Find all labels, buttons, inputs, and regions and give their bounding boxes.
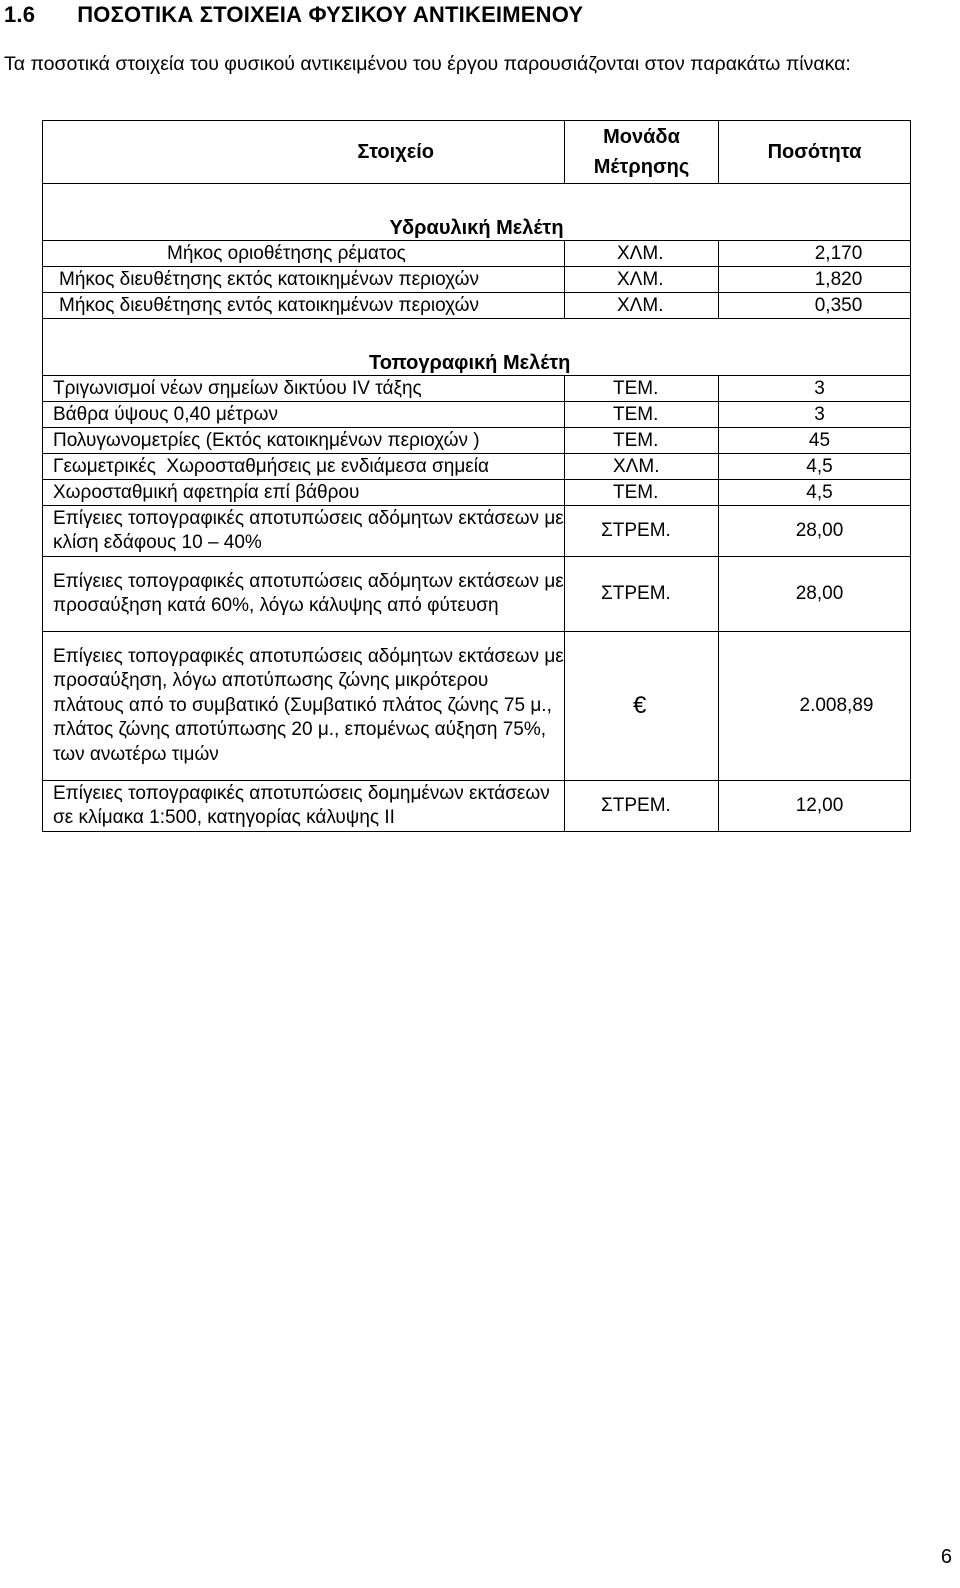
row-description: Τριγωνισμοί νέων σημείων δικτύου IV τάξης: [43, 376, 565, 402]
table-row: [43, 506, 911, 557]
row-unit: ΣΤΡΕΜ.: [565, 781, 719, 832]
row-unit: ΤΕΜ.: [565, 428, 719, 454]
row-quantity: 12,00: [719, 781, 911, 832]
header-unit: [565, 121, 719, 184]
row-description: Χωροσταθμική αφετηρία επί βάθρου: [43, 480, 565, 506]
table-row: [43, 267, 911, 293]
row-quantity: 4,5: [719, 480, 911, 506]
table-header-row: [43, 121, 911, 184]
table-row: [43, 480, 911, 506]
table-row: [43, 428, 911, 454]
row-unit: ΧΛΜ.: [565, 454, 719, 480]
row-description: Επίγειες τοπογραφικές αποτυπώσεις αδόμητων εκτάσεων με κλίση εδάφους 10 – 40%: [43, 506, 565, 557]
table-row: [43, 557, 911, 632]
page-number: 6: [940, 1546, 952, 1568]
table-row: [43, 781, 911, 832]
row-unit: ΧΛΜ.: [565, 293, 719, 319]
row-description: Επίγειες τοπογραφικές αποτυπώσεις αδόμητων εκτάσεων με προσαύξηση, λόγω αποτύπωσης ζώνης μικρότερου πλάτους από το συμβατικό (Συμβατικό πλάτος ζώνης 75 μ., πλάτος ζώνης αποτύπωσης 20 μ., επομένως αύξηση 75%, των ανωτέρω τιμών: [43, 632, 565, 781]
table-row: [43, 454, 911, 480]
section-number: 1.6: [4, 2, 36, 27]
section-title: ΠΟΣΟΤΙΚΑ ΣΤΟΙΧΕΙΑ ΦΥΣΙΚΟΥ ΑΝΤΙΚΕΙΜΕΝΟΥ: [77, 2, 584, 27]
row-description: Πολυγωνομετρίες (Εκτός κατοικημένων περιοχών ): [43, 428, 565, 454]
section-heading: [4, 2, 583, 28]
header-unit-line1: Μονάδα: [603, 126, 680, 148]
intro-paragraph: [4, 50, 952, 79]
table-row: [43, 376, 911, 402]
table-row: [43, 402, 911, 428]
header-quantity: Ποσότητα: [719, 121, 911, 184]
row-quantity: 4,5: [719, 454, 911, 480]
row-quantity: 3: [719, 402, 911, 428]
row-description: Επίγειες τοπογραφικές αποτυπώσεις δομημένων εκτάσεων σε κλίμακα 1:500, κατηγορίας κάλυψης ΙΙ: [43, 781, 565, 832]
section-row-hydraulic: [43, 184, 911, 241]
row-description: Μήκος διευθέτησης εκτός κατοικημένων περιοχών: [43, 267, 565, 293]
quantities-table: [42, 120, 911, 832]
table-row: [43, 632, 911, 781]
row-unit: ΤΕΜ.: [565, 376, 719, 402]
header-unit-line2: Μέτρησης: [593, 156, 690, 178]
header-item: Στοιχείο: [43, 121, 565, 184]
section-row-topographic: [43, 319, 911, 376]
row-unit: €: [565, 632, 719, 781]
row-quantity: 0,350: [719, 293, 911, 319]
row-description: Βάθρα ύψους 0,40 μέτρων: [43, 402, 565, 428]
row-description: Επίγειες τοπογραφικές αποτυπώσεις αδόμητων εκτάσεων με προσαύξηση κατά 60%, λόγω κάλυψης από φύτευση: [43, 557, 565, 632]
table-row: [43, 293, 911, 319]
row-quantity: 1,820: [719, 267, 911, 293]
row-unit: ΣΤΡΕΜ.: [565, 506, 719, 557]
table-row: [43, 241, 911, 267]
row-quantity: 3: [719, 376, 911, 402]
section-title-topographic: Τοπογραφική Μελέτη: [43, 319, 911, 376]
row-quantity: 28,00: [719, 506, 911, 557]
row-unit: ΤΕΜ.: [565, 480, 719, 506]
row-quantity: 2,170: [719, 241, 911, 267]
intro-text: Τα ποσοτικά στοιχεία του φυσικού αντικειμένου του έργου παρουσιάζονται στον παρακάτω πίνακα:: [4, 53, 851, 75]
row-unit: ΧΛΜ.: [565, 267, 719, 293]
row-description: Μήκος οριοθέτησης ρέματος: [43, 241, 565, 267]
row-quantity: 2.008,89: [719, 632, 911, 781]
row-quantity: 45: [719, 428, 911, 454]
row-unit: ΤΕΜ.: [565, 402, 719, 428]
row-description: Μήκος διευθέτησης εντός κατοικημένων περιοχών: [43, 293, 565, 319]
row-description: Γεωμετρικές Χωροσταθμήσεις με ενδιάμεσα σημεία: [43, 454, 565, 480]
row-unit: ΧΛΜ.: [565, 241, 719, 267]
row-quantity: 28,00: [719, 557, 911, 632]
row-unit: ΣΤΡΕΜ.: [565, 557, 719, 632]
section-title-hydraulic: Υδραυλική Μελέτη: [43, 184, 911, 241]
